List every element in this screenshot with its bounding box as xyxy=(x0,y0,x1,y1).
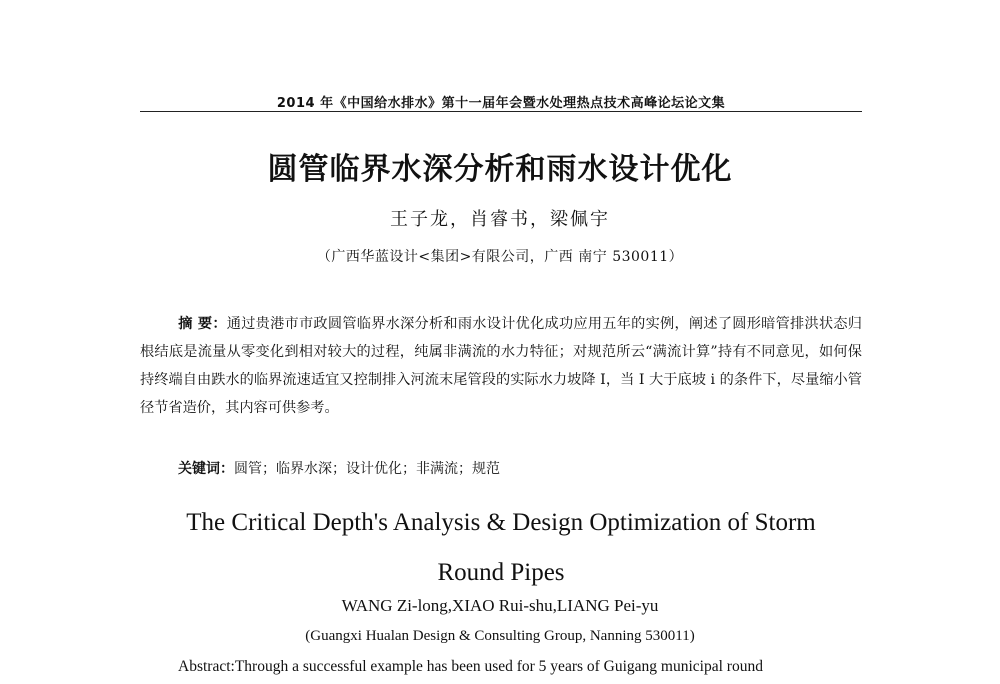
abstract-cn xyxy=(140,310,862,422)
paper-title-cn: 圆管临界水深分析和雨水设计优化 xyxy=(267,152,733,187)
paper-title-en xyxy=(140,498,862,598)
running-header: 2014 年《中国给水排水》第十一届年会暨水处理热点技术高峰论坛论文集 xyxy=(276,96,726,111)
authors-cn: 王子龙，肖睿书，梁佩宇 xyxy=(390,209,610,230)
abstract-en: Abstract:Through a successful example has been used for 5 years of Guigang municipal round xyxy=(178,658,763,675)
keywords-cn xyxy=(178,458,862,478)
paper-title-en-line2: Round Pipes xyxy=(437,559,565,586)
abstract-label-cn: 摘 要： xyxy=(178,316,227,332)
abstract-text-cn: 通过贵港市市政圆管临界水深分析和雨水设计优化成功应用五年的实例，阐述了圆形暗管排洪状态归根结底是流量从零变化到相对较大的过程，纯属非满流的水力特征；对规范所云“满流计算”持有不同意见，如何保持终端自由跌水的临界流速适宜又控制排入河流末尾管段的实际水力坡降 I，当 I 大于底坡 i 的条件下，尽量缩小管径节省造价，其内容可供参考。 xyxy=(140,316,862,416)
authors-en: WANG Zi-long,XIAO Rui-shu,LIANG Pei-yu xyxy=(341,596,659,615)
keywords-text-cn: 圆管；临界水深；设计优化；非满流；规范 xyxy=(234,461,500,477)
header-divider xyxy=(140,111,862,112)
paper-title-en-line1: The Critical Depth's Analysis & Design Optimization of Storm xyxy=(186,509,816,536)
affiliation-cn: （广西华蓝设计<集团>有限公司，广西 南宁 530011） xyxy=(316,249,684,265)
keywords-label-cn: 关键词： xyxy=(178,461,234,477)
affiliation-en: (Guangxi Hualan Design & Consulting Group, Nanning 530011) xyxy=(305,628,695,644)
